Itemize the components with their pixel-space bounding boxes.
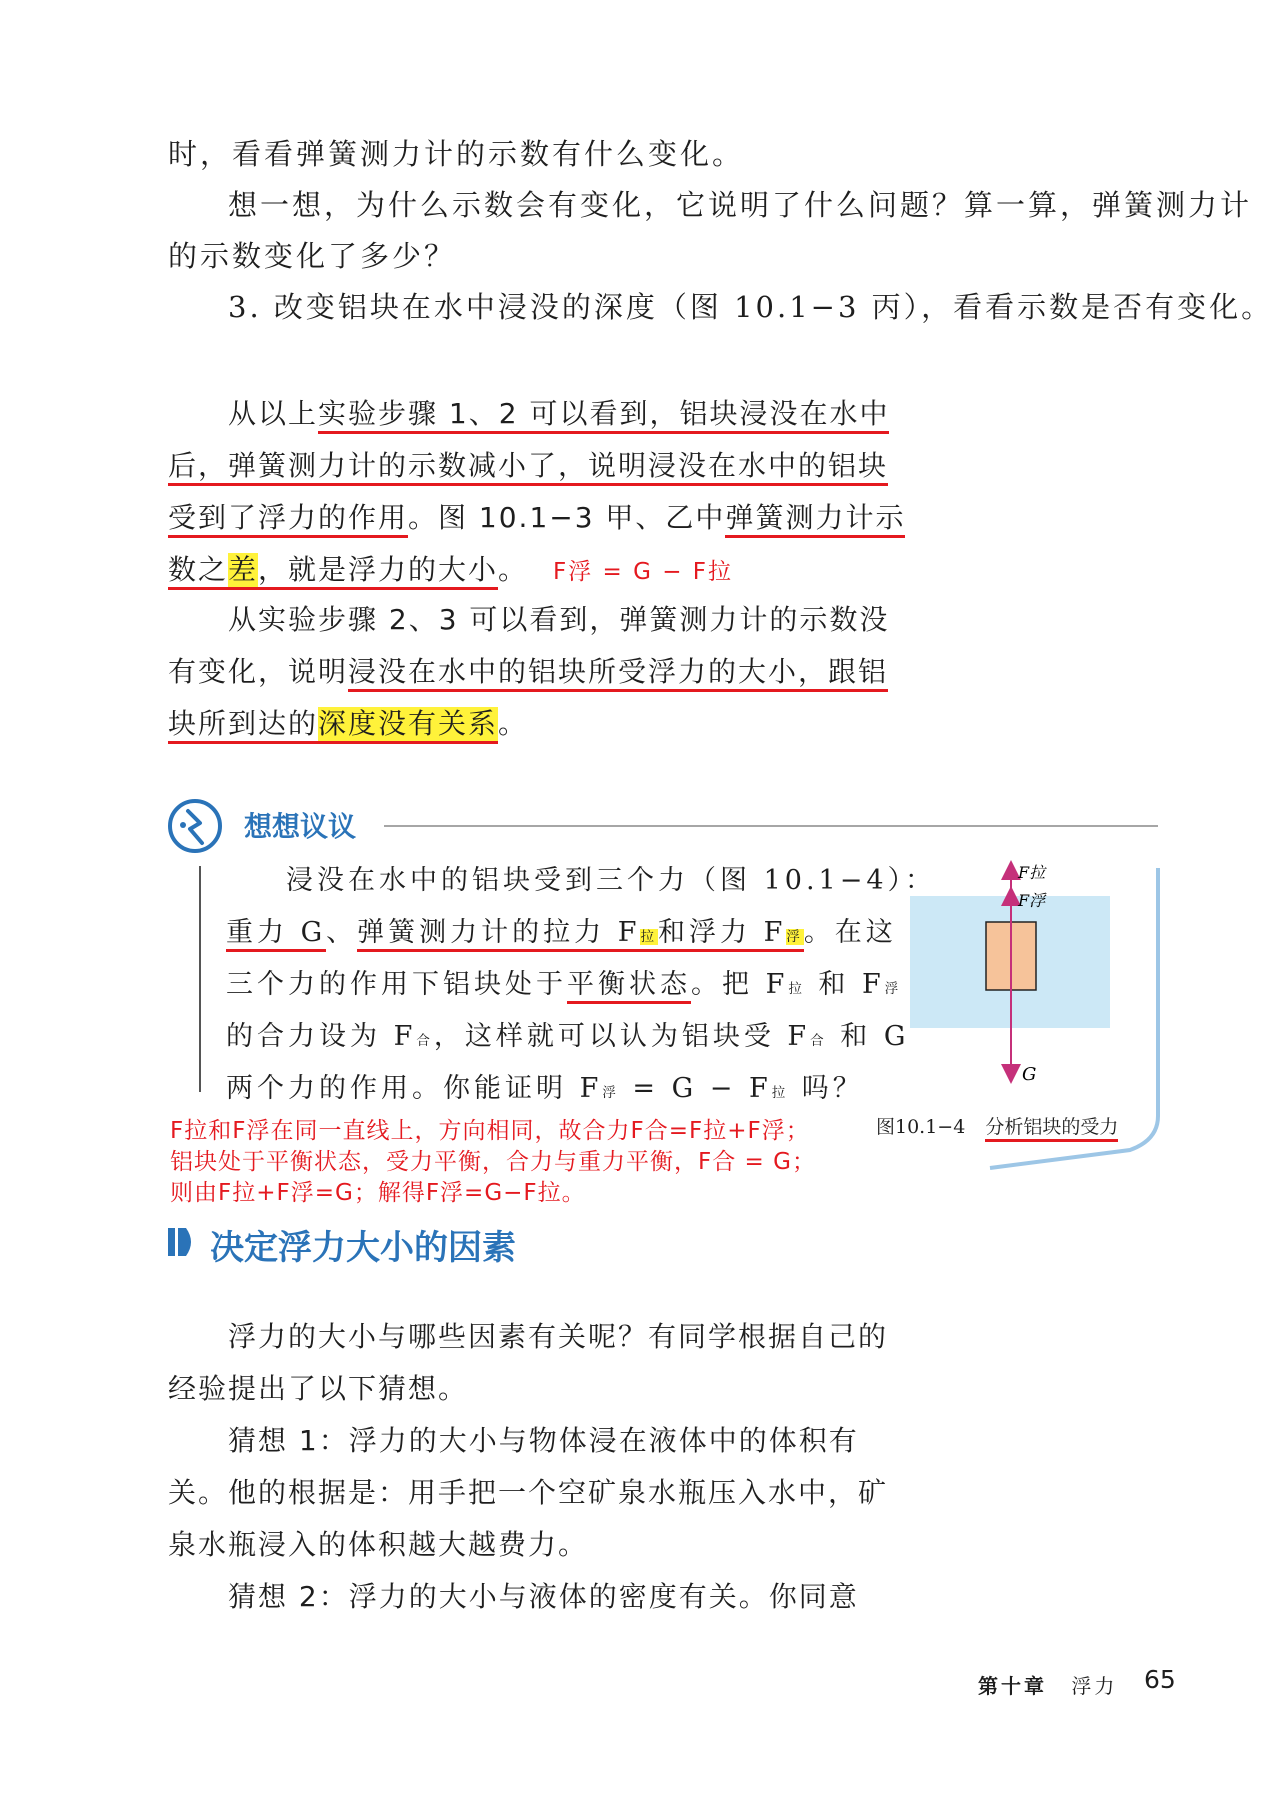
text-line: 想一想，为什么示数会有变化，它说明了什么问题？算一算，弹簧测力计 [228,188,1253,222]
handwritten-formula: F浮 = G − F拉 [552,559,734,585]
page-number: 65 [1144,1665,1176,1694]
para1-line1: 从以上实验步骤 1、2 可以看到，铝块浸没在水中 [228,397,889,431]
handwritten-note: 铝块处于平衡状态，受力平衡，合力与重力平衡，F合 = G； [170,1149,816,1175]
force-diagram [900,856,1120,1096]
section-title: 决定浮力大小的因素 [210,1228,516,1268]
discussion-line3: 三个力的作用下铝块处于平衡状态。把 F拉 和 F浮 [226,962,902,1001]
discussion-line5: 两个力的作用。你能证明 F浮 = G − F拉 吗？ [226,1073,864,1104]
label-g: G [1022,1064,1037,1085]
para2-line2: 有变化，说明浸没在水中的铝块所受浮力的大小，跟铝 [168,655,888,689]
footer-chapter: 第十章 浮力 [978,1674,1118,1698]
text-line: 关。他的根据是：用手把一个空矿泉水瓶压入水中，矿 [168,1476,889,1509]
para1-line3: 受到了浮力的作用。图 10.1−3 甲、乙中弹簧测力计示 [168,501,905,535]
text-line: 浮力的大小与哪些因素有关呢？有同学根据自己的 [228,1320,889,1353]
text-line: 时，看看弹簧测力计的示数有什么变化。 [168,137,745,171]
discussion-icon [166,797,224,855]
label-f-fu: F浮 [1018,891,1046,910]
handwritten-note: F拉和F浮在同一直线上，方向相同，故合力F合=F拉+F浮； [170,1118,810,1144]
section-marker-icon [166,1224,198,1260]
text-line: 泉水瓶浸入的体积越大越费力。 [168,1528,589,1561]
text-line: 经验提出了以下猜想。 [168,1372,469,1405]
text-line: 的示数变化了多少？ [168,239,457,273]
label-f-la: F拉 [1018,863,1046,882]
figure-caption: 图10.1−4 分析铝块的受力 [876,1112,1118,1139]
text-line: 猜想 2：浮力的大小与液体的密度有关。你同意 [228,1580,859,1613]
discussion-title: 想想议议 [244,810,357,843]
para2-line1: 从实验步骤 2、3 可以看到，弹簧测力计的示数没 [228,603,890,636]
discussion-line2: 重力 G、弹簧测力计的拉力 F拉和浮力 F浮。在这 [226,910,897,949]
text-line: 猜想 1：浮力的大小与物体浸在液体中的体积有 [228,1424,859,1457]
para2-line3: 块所到达的深度没有关系。 [168,707,528,741]
discussion-line4: 的合力设为 F合，这样就可以认为铝块受 F合 和 G [226,1021,910,1052]
discussion-line1: 浸没在水中的铝块受到三个力（图 10.1−4）： [286,865,937,896]
handwritten-note: 则由F拉+F浮=G；解得F浮=G−F拉。 [170,1180,586,1206]
para1-line4: 数之差，就是浮力的大小。 F浮 = G − F拉 [168,553,733,587]
text-line: 3. 改变铝块在水中浸没的深度（图 10.1−3 丙），看看示数是否有变化。 [228,290,1274,324]
para1-line2: 后，弹簧测力计的示数减小了，说明浸没在水中的铝块 [168,449,888,483]
